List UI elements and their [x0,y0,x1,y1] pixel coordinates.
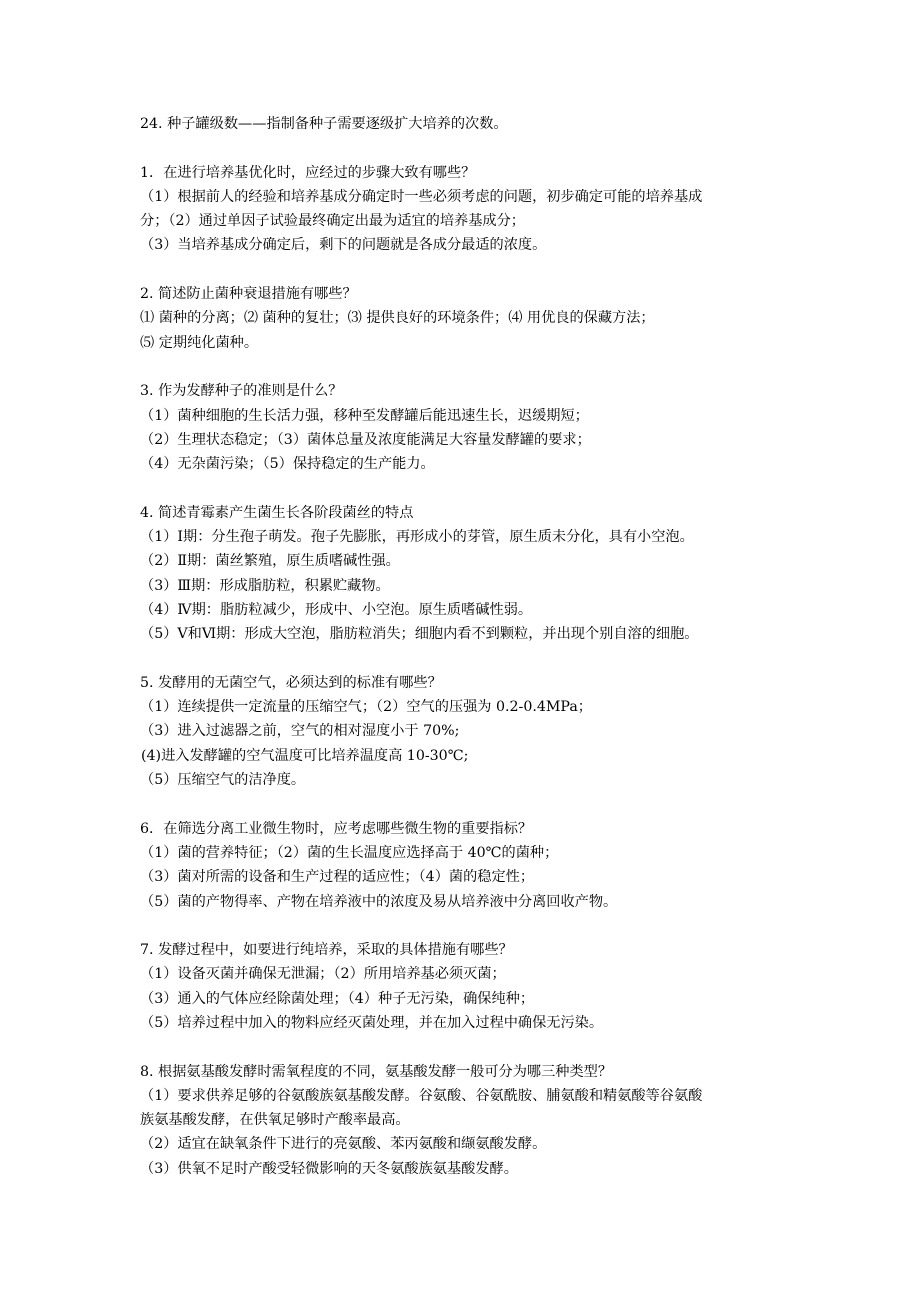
answer-line: （5）菌的产物得率、产物在培养液中的浓度及易从培养液中分离回收产物。 [140,893,618,910]
answer-line: （1）Ⅰ期：分生孢子萌发。孢子先膨胀，再形成小的芽管，原生质未分化，具有小空泡。 [140,529,694,546]
definition-24 [140,112,790,136]
answer-line: ⑴ 菌种的分离；⑵ 菌种的复壮；⑶ 提供良好的环境条件；⑷ 用优良的保藏方法； [140,310,655,327]
answer-line: （3）通入的气体应经除菌处理；（4）种子无污染，确保纯种； [140,990,535,1007]
answer-line: （4）Ⅳ期：脂肪粒减少，形成中、小空泡。原生质嗜碱性弱。 [140,601,533,618]
section-spacer [140,1035,790,1059]
question-3 [140,379,790,476]
answer-line: （1）根据前人的经验和培养基成分确定时一些必须考虑的问题，初步确定可能的培养基成 [140,188,703,205]
answer-line: （3）当培养基成分确定后，剩下的问题就是各成分最适的浓度。 [140,237,547,254]
answer-line: （1）菌种细胞的生长活力强，移种至发酵罐后能迅速生长，迟缓期短； [140,407,589,424]
question-7 [140,938,790,1035]
definition-text: 24. 种子罐级数——指制备种子需要逐级扩大培养的次数。 [140,116,508,132]
answer-line: （1）菌的营养特征；（2）菌的生长温度应选择高于 40℃的菌种； [140,844,559,861]
answer-line: （5）Ⅴ和Ⅵ期：形成大空泡，脂肪粒消失；细胞内看不到颗粒，并出现个别自溶的细胞。 [140,626,699,643]
answer-line: ⑸ 定期纯化菌种。 [140,334,259,351]
section-spacer [140,914,790,938]
question-heading: 5. 发酵用的无菌空气，必须达到的标准有哪些？ [140,674,442,691]
question-6 [140,817,790,914]
answer-line: 分；（2）通过单因子试验最终确定出最为适宜的培养基成分； [140,213,525,230]
question-1 [140,161,790,258]
section-spacer [140,136,790,160]
answer-line: （4）无杂菌污染；（5）保持稳定的生产能力。 [140,456,435,473]
question-heading: 8. 根据氨基酸发酵时需氧程度的不同，氨基酸发酵一般可分为哪三种类型？ [140,1063,613,1080]
section-spacer [140,476,790,500]
question-heading: 1．在进行培养基优化时，应经过的步骤大致有哪些？ [140,164,476,181]
question-5 [140,671,790,792]
document-page [140,112,790,1181]
answer-line: （1）要求供养足够的谷氨酸族氨基酸发酵。谷氨酸、谷氨酰胺、脯氨酸和精氨酸等谷氨酸 [140,1087,703,1104]
section-spacer [140,355,790,379]
section-spacer [140,792,790,816]
section-spacer [140,647,790,671]
answer-line: （3）供氧不足时产酸受轻微影响的天冬氨酸族氨基酸发酵。 [140,1160,518,1177]
question-heading: 7. 发酵过程中，如要进行纯培养，采取的具体措施有哪些？ [140,942,513,959]
answer-line: （1）设备灭菌并确保无泄漏；（2）所用培养基必须灭菌； [140,966,506,983]
answer-line: （2）生理状态稳定；（3）菌体总量及浓度能满足大容量发酵罐的要求； [140,431,591,448]
answer-line: 族氨基酸发酵，在供氧足够时产酸率最高。 [140,1112,410,1129]
answer-line: （5）压缩空气的洁净度。 [140,772,306,789]
question-heading: 2. 简述防止菌种衰退措施有哪些？ [140,286,357,303]
question-heading: 6．在筛选分离工业微生物时，应考虑哪些微生物的重要指标？ [140,820,533,837]
answer-line: （3）进入过滤器之前，空气的相对湿度小于 70%; [140,723,460,740]
answer-line: （5）培养过程中加入的物料应经灭菌处理，并在加入过程中确保无污染。 [140,1014,604,1031]
answer-line: （3）Ⅲ期：形成脂肪粒，积累贮藏物。 [140,577,390,594]
question-4 [140,501,790,647]
question-heading: 3. 作为发酵种子的准则是什么？ [140,383,343,400]
question-heading: 4. 简述青霉素产生菌生长各阶段菌丝的特点 [140,504,414,521]
question-8 [140,1060,790,1181]
answer-line: （3）菌对所需的设备和生产过程的适应性；（4）菌的稳定性； [140,869,535,886]
answer-line: （2）Ⅱ期：菌丝繁殖，原生质嗜碱性强。 [140,553,400,570]
answer-line: (4)进入发酵罐的空气温度可比培养温度高 10-30℃; [141,747,469,764]
answer-line: （1）连续提供一定流量的压缩空气；（2）空气的压强为 0.2-0.4MPa； [140,699,592,716]
question-2 [140,282,790,355]
section-spacer [140,258,790,282]
answer-line: （2）适宜在缺氧条件下进行的亮氨酸、苯丙氨酸和缬氨酸发酵。 [140,1136,547,1153]
